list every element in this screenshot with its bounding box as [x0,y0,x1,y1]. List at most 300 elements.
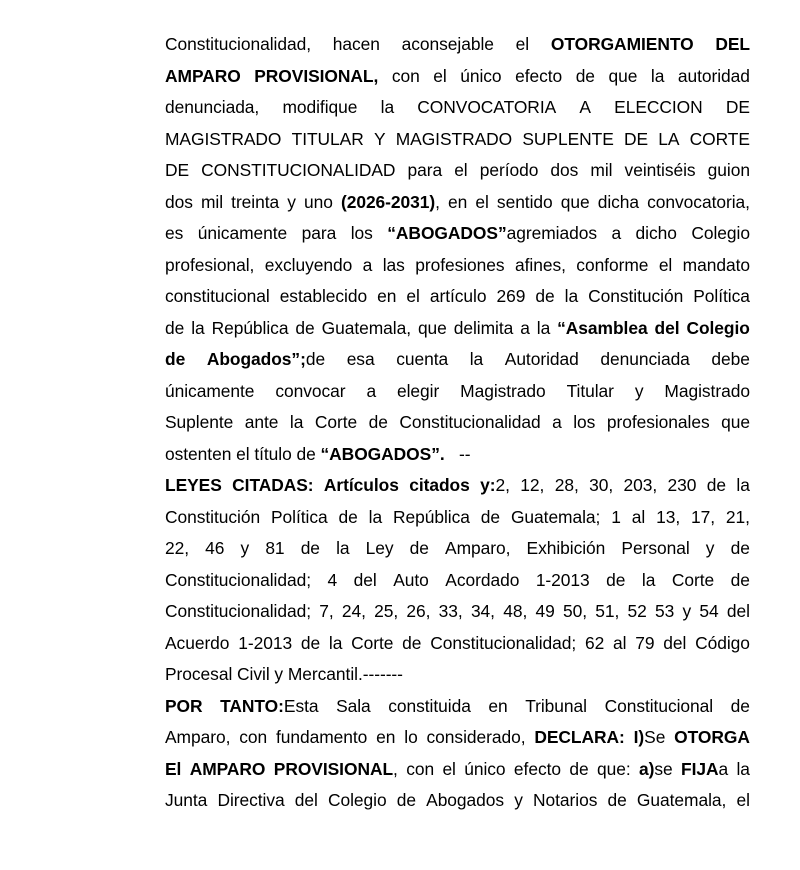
text-run: afines, [514,254,566,275]
word [417,92,556,124]
text-run: de [730,695,750,716]
text-run: Corte [671,569,715,590]
word [537,313,550,345]
bold-text-run: Artículos [323,475,399,495]
text-run: convocar [275,380,346,401]
text-run: el [475,191,489,212]
word [514,754,561,786]
text-line [165,344,750,376]
word [637,785,726,817]
text-run: debe [711,349,750,369]
bold-text-run: FIJA [681,758,719,779]
text-run: denunciada, [165,97,260,117]
word [635,376,644,408]
text-line [165,407,750,439]
text-run: único [464,758,506,779]
word [245,407,279,439]
text-run: la [650,65,665,86]
word [383,250,405,282]
word [672,565,714,597]
text-run: DE [623,128,649,149]
text-run: del [353,569,377,590]
text-line [165,92,750,124]
text-run: que [560,191,590,212]
word [691,218,750,250]
word [611,218,621,250]
text-run: guion [707,160,750,180]
word [589,470,613,502]
word [295,313,314,345]
text-run: 52 [627,601,647,621]
text-run: dicha [597,191,640,212]
text-run: de [300,632,321,653]
word [726,502,750,534]
text-line [165,313,750,345]
word [301,533,320,565]
word [232,470,313,502]
word [480,155,539,187]
bold-text-run: (2026-2031) [340,191,436,212]
text-run: y [287,191,296,212]
word [690,124,750,156]
word [165,596,311,628]
text-run: constituida [388,695,471,716]
word [715,29,750,61]
text-run: de [480,506,501,527]
text-run: y [705,538,715,558]
text-run: agremiados [506,223,597,243]
word [448,187,467,219]
word [220,691,318,723]
word [165,281,270,313]
word [595,596,619,628]
text-run: Corte [351,632,394,653]
word [205,533,224,565]
text-run: en [448,191,468,212]
text-run: cuenta [396,349,449,369]
word [731,691,750,723]
word [678,61,750,93]
text-line [165,754,750,786]
word [726,92,750,124]
word [706,533,715,565]
word [639,754,673,786]
text-run: a [611,223,622,243]
text-run: dos [550,160,579,180]
text-run: 51, [595,601,620,621]
bold-text-run: PROVISIONAL, [254,65,379,86]
word [275,376,345,408]
word [515,61,562,93]
text-run: la [380,97,395,117]
word [721,407,750,439]
text-run: de [569,758,589,779]
text-run: 34, [470,601,495,621]
word [397,785,416,817]
word [201,155,395,187]
text-run: 22, [165,538,190,558]
text-run: período [479,160,539,180]
word [433,61,446,93]
word [366,376,376,408]
text-run: profesiones [415,254,505,275]
text-line [165,281,750,313]
word [336,533,349,565]
bold-text-run: TANTO: [220,695,284,716]
word [607,407,710,439]
text-line [165,61,750,93]
text-run: DE [165,160,190,180]
word [691,502,715,534]
word [658,124,679,156]
text-run: excluyendo [264,254,353,275]
word [442,754,455,786]
text-line [165,565,750,597]
text-run: de [368,412,388,432]
text-run: de [535,286,555,306]
text-run: y [240,538,250,558]
text-run: Titular [566,380,614,401]
word [190,754,266,786]
word [608,61,637,93]
word [165,250,254,282]
word [366,533,394,565]
word [605,691,714,723]
text-run: República [393,506,470,527]
text-run: mil [590,160,613,180]
text-run: únicamente [197,223,288,243]
word [627,596,646,628]
word [567,376,614,408]
word [165,533,189,565]
text-run: el [442,758,456,779]
text-run: Magistrado [664,380,750,401]
text-run: 21, [725,506,750,527]
word [165,754,181,786]
word [396,124,512,156]
word [668,470,697,502]
text-run: DE [725,97,750,117]
text-run: a [362,254,373,275]
word [265,250,352,282]
word [460,61,501,93]
word [514,785,523,817]
word [404,722,417,754]
word [585,628,604,660]
word [165,124,281,156]
word [254,61,378,93]
word [536,565,590,597]
text-run: el [433,65,447,86]
text-run: 26, [406,601,431,621]
text-run: aconsejable [401,34,494,54]
word [525,691,587,723]
text-run: mil [200,191,224,212]
word [165,29,311,61]
text-run: -- [444,443,471,464]
text-run: Código [695,632,750,653]
text-line [165,439,750,471]
word [634,722,666,754]
bold-text-run: citados [409,475,470,495]
word [535,596,554,628]
text-run: elegir [396,380,440,401]
text-run: A [579,97,591,117]
word [328,565,338,597]
text-run: treinta [231,191,280,212]
text-run: Amparo, [445,538,511,558]
text-run: la [536,317,551,338]
word [624,124,648,156]
word [505,344,579,376]
text-run: la [641,569,656,590]
bold-text-run: OTORGAMIENTO [550,34,694,54]
word [588,281,683,313]
word [165,691,203,723]
text-run: la [736,758,750,779]
bold-text-run: El [165,758,182,779]
text-run: artículo [429,286,487,306]
text-run: a [520,317,530,338]
paragraph-leyes-citadas [165,470,750,691]
word [351,218,373,250]
text-run: Guatemala, [321,317,411,338]
text-run: lo [404,727,418,747]
text-run: ELECCION [614,97,703,117]
text-run: TITULAR [291,128,364,149]
text-run: esa [346,349,375,369]
word [410,533,429,565]
text-run: Magistrado [460,380,546,401]
word [445,565,519,597]
text-line [165,250,750,282]
text-run: 17, [691,506,716,527]
word [480,470,510,502]
text-run: Colegio [691,223,750,243]
word [503,596,527,628]
text-run: que [721,412,750,432]
word [402,29,494,61]
text-run: 1 [611,506,621,527]
text-run: Auto [393,569,429,590]
bold-text-run: LEYES [165,475,222,495]
text-run: se [654,758,673,779]
text-run: fundamento [275,727,368,747]
text-run: 24, [341,601,366,621]
text-run: los [573,412,596,432]
word [497,281,526,313]
text-run: 13, [656,506,681,527]
text-run: conforme [576,254,649,275]
text-run: la [289,412,304,432]
word [569,754,588,786]
word [265,533,284,565]
bold-text-run: “ABOGADOS” [387,223,507,243]
text-run: profesionales [606,412,710,432]
text-run: Y [373,128,386,149]
text-run: en [376,727,396,747]
word [282,92,357,124]
word [271,502,328,534]
bold-text-run: PROVISIONAL [273,758,394,779]
word [427,722,526,754]
text-run: únicamente [165,380,255,401]
text-run: el [454,160,468,180]
text-run: para [301,223,337,243]
word [655,313,680,345]
word [555,470,579,502]
bold-text-run: “Asamblea [557,317,648,338]
word [409,470,470,502]
word [597,754,631,786]
bold-text-run: Abogados”; [206,349,306,369]
text-line [165,155,750,187]
text-run: de [295,317,315,338]
text-run: 7, [319,601,334,621]
text-run: la [368,506,383,527]
word [621,533,689,565]
word [165,376,254,408]
text-run: LA [658,128,680,149]
text-run: constitucional [165,286,270,306]
text-run: 12, [520,475,545,495]
word [695,628,750,660]
word [430,281,487,313]
word [664,376,750,408]
word [527,533,606,565]
text-run: Suplente [165,412,234,432]
document-text-body [165,29,750,817]
word [515,250,566,282]
bold-text-run: “ABOGADOS”. [320,443,445,464]
text-run: CORTE [689,128,750,149]
text-run: en [377,286,397,306]
text-line [165,470,750,502]
word [415,250,504,282]
text-run: Procesal Civil y Mercantil.------- [165,664,403,684]
word [165,565,311,597]
text-run: dos [165,191,193,212]
word [573,407,595,439]
text-run: 46 [205,538,225,558]
word [439,596,463,628]
text-run: que [417,317,447,338]
text-run: el [406,286,420,306]
text-run: 25, [374,601,399,621]
text-run: los [350,223,373,243]
text-run: y [514,790,523,810]
text-run: CONVOCATORIA [417,97,557,117]
text-run: 1-2013 [238,632,293,653]
bold-text-run: OTORGA [674,727,750,747]
text-run: Política [693,286,750,306]
word [393,565,429,597]
text-run: Amparo, [165,727,231,747]
text-run: el [658,254,673,275]
text-run: ostenten el título de [165,443,321,464]
text-run: el [515,34,530,54]
text-line [165,628,750,660]
bold-text-run: DEL [715,34,750,54]
word [686,313,749,345]
text-run: a [366,380,377,401]
text-run: y [634,380,644,401]
text-run: 53 [654,601,675,621]
word [165,722,230,754]
word [165,313,184,345]
word [322,313,411,345]
word [614,92,703,124]
text-run: Autoridad [504,349,579,369]
text-run: la [469,349,484,369]
word [511,502,600,534]
word [454,313,514,345]
word [464,754,505,786]
text-run: CONSTITUCIONALIDAD [201,160,396,180]
word [388,691,471,723]
word [565,281,578,313]
word [608,785,627,817]
word [396,344,448,376]
text-run: es [165,223,184,243]
word [393,502,470,534]
bold-text-run: a) [638,758,655,779]
word [302,218,337,250]
text-run: veintiséis [624,160,696,180]
word [217,785,284,817]
text-run: el [736,790,750,810]
word [647,187,750,219]
text-run: del [294,790,318,810]
text-line [165,124,750,156]
text-run: de [396,790,416,810]
text-run: a [718,758,729,779]
word [406,754,434,786]
word [613,628,626,660]
word [590,155,612,187]
text-run: mandato [682,254,750,275]
word [376,722,395,754]
text-run: 81 [265,538,285,558]
text-run: único [460,65,502,86]
text-run: la [328,632,343,653]
word [426,785,504,817]
text-run: del [663,632,687,653]
word [239,722,267,754]
text-run: uno [303,191,333,212]
word [727,596,750,628]
word [165,344,185,376]
word [165,92,259,124]
word [576,250,648,282]
text-run: al [613,632,627,653]
text-run: Se [644,727,666,747]
text-run: efecto [515,65,563,86]
text-run: de [730,569,750,590]
text-run: sentido [496,191,553,212]
text-run: modifique [282,97,358,117]
text-run: 269 [496,286,526,306]
word [611,502,621,534]
word [563,596,587,628]
word [520,313,530,345]
word [632,502,645,534]
word [165,470,222,502]
word [347,344,375,376]
word [392,61,420,93]
text-run: Notarios [533,790,598,810]
text-run: 203, [623,475,658,495]
